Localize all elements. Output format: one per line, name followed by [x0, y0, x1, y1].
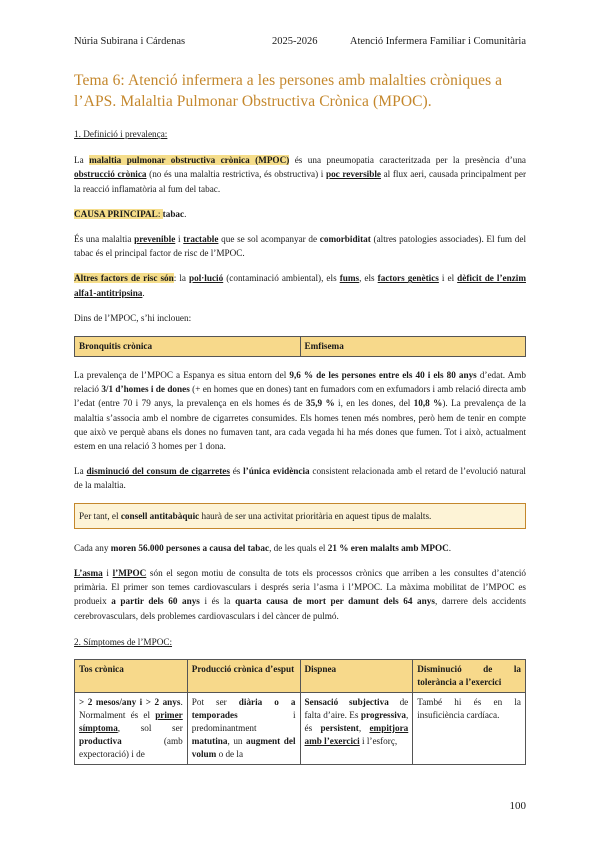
cell-tos — [75, 693, 188, 765]
paragraph-causa — [74, 207, 526, 221]
causa-value: tabac — [162, 208, 185, 219]
header-course: Atenció Infermera Familiar i Comunitària — [349, 36, 526, 47]
text: i el — [438, 273, 458, 284]
stat-dones: 10,8 % — [413, 398, 443, 409]
text: : — [157, 208, 163, 219]
term-mpoc-short: l’MPOC — [112, 568, 147, 579]
text: , — [358, 723, 370, 734]
term-poc-reversible: poc reversible — [325, 169, 381, 180]
text: augment del volum — [191, 736, 296, 760]
text: haurà de ser una activitat prioritària en aquest tipus de malalts. — [199, 510, 432, 521]
type-emfisema: Emfisema — [300, 337, 526, 357]
text: consistent relacionada amb el retard de l’evolució natural de la malaltia. — [74, 466, 526, 491]
term-tractable: tractable — [183, 234, 219, 245]
stat-homes: 35,9 % — [306, 398, 335, 409]
text: és — [229, 466, 244, 477]
text: persistent — [320, 723, 359, 734]
term-prevenible: prevenible — [134, 234, 176, 245]
text: , darrere dels accidents cerebrovasculars, dels problemes cardiovasculars i del càncer de pulmó. — [74, 596, 526, 621]
text: (+ en homes que en dones) tant en fumadors com en exfumadors i amb relació directa amb l’edat (entre 70 i 79 anys, la prevalença en els homes és de — [74, 384, 526, 409]
text: o de la — [216, 749, 244, 760]
paragraph-disminucio — [74, 464, 526, 492]
header-exercici: Disminució de la tolerància a l’exercici — [413, 660, 526, 693]
text: diària o a temporades — [191, 697, 296, 721]
text: primer símptoma — [79, 710, 183, 734]
text: , sol ser — [117, 723, 183, 734]
term-unica-evidencia: l’única evidència — [243, 466, 310, 477]
cell-exercici: També hi és en la insuficiència cardíaca. — [413, 693, 526, 765]
text: són el segon motiu de consulta de tots els processos crònics que arriben a les consultes d’atenció primària. El primer son temes cardiovasculars i després seria l’asma i l’MPOC. La màxima mobilitat de l’MPOC es produeix — [74, 568, 526, 607]
text: (contaminació ambiental), els — [223, 273, 340, 284]
section-heading-definition: 1. Definició i prevalença: — [74, 129, 168, 139]
text: > 2 mesos/any i > 2 anys — [79, 697, 181, 708]
main-content — [74, 127, 526, 765]
cell-dispnea — [300, 693, 413, 765]
section-heading-symptoms: 2. Símptomes de l’MPOC: — [74, 636, 173, 647]
text: . — [142, 287, 145, 298]
text: La prevalença de l’MPOC a Espanya es situa entorn del — [74, 370, 290, 381]
text: , els — [359, 273, 378, 284]
text: , un — [227, 736, 247, 747]
term-asma: L’asma — [74, 568, 103, 579]
text: i predominantment — [191, 710, 296, 734]
paragraph-inclouen: Dins de l’MPOC, s’hi inclouen: — [74, 312, 192, 323]
text: : la — [173, 273, 189, 284]
causa-label: CAUSA PRINCIPAL — [74, 208, 158, 219]
text: (altres patologies associades). El fum del tabac és el principal factor de risc de l’MPOC. — [74, 234, 526, 259]
text: productiva — [79, 736, 122, 747]
header-author: Núria Subirana i Cárdenas — [74, 36, 186, 47]
text: empitjora amb l’exercici — [304, 723, 409, 747]
header-dispnea: Dispnea — [300, 660, 413, 693]
paragraph-prevalenca — [74, 368, 526, 453]
text: al flux aeri, causada principalment per la reacció inflamatòria al fum del tabac. — [74, 169, 527, 194]
cell-esput — [187, 693, 300, 765]
stat-causa-mort: quarta causa de mort per damunt dels 64 anys — [235, 596, 435, 607]
paragraph-definition — [74, 153, 526, 196]
page-header — [74, 36, 526, 50]
symptoms-table — [74, 659, 526, 765]
text: Sensació subjectiva — [304, 697, 389, 708]
text: Per tant, el — [79, 510, 121, 521]
text: i — [102, 568, 113, 579]
text: que se sol acompanyar de — [218, 234, 320, 245]
term-fums: fums — [339, 273, 360, 284]
text: , és — [304, 710, 409, 734]
text: La — [74, 155, 90, 166]
stat-relacio: 3/1 d’homes i de dones — [101, 384, 190, 395]
text: i l’esforç, — [359, 736, 398, 747]
text: Cada any — [74, 542, 111, 553]
text: . — [448, 542, 452, 553]
text: , de les quals el — [269, 542, 328, 553]
text: La — [74, 466, 87, 477]
paragraph-prevenible — [74, 232, 526, 260]
paragraph-morts — [74, 541, 526, 555]
stat-mpoc: 21 % eren malalts amb MPOC — [327, 542, 449, 553]
term-consell-antitabaquic: consell antitabàquic — [120, 510, 200, 521]
text: i és la — [199, 596, 236, 607]
text: (amb expectoració) i de — [79, 736, 183, 760]
text: i — [175, 234, 184, 245]
term-alfa1-antitripsina: dèficit de l’enzim alfa1-antitripsina — [74, 273, 526, 298]
page-title: Tema 6: Atenció infermera a les persones amb malalties cròniques a l’APS. Malaltia Pulmonar Obstructiva Crònica (MPOC). — [74, 72, 503, 110]
symptoms-row — [75, 693, 526, 765]
mpoc-types-table — [74, 336, 526, 357]
term-obstruccio: obstrucció crònica — [74, 169, 147, 180]
term-pollucio: pol·lució — [188, 273, 224, 284]
page-number: 100 — [509, 800, 526, 812]
text: (no és una malaltia restrictiva, és obstructiva) i — [146, 169, 326, 180]
term-disminucio-consum: disminució del consum de cigarretes — [86, 466, 230, 477]
text: matutina — [191, 736, 228, 747]
text: de falta d’aire. Es — [304, 697, 409, 721]
text: . Normalment és el — [79, 697, 183, 721]
stat-prevalenca: 9,6 % de les persones entre els 40 i els 80 anys — [289, 370, 477, 381]
stat-morts: moren 56.000 persones a causa del tabac — [110, 542, 270, 553]
header-year: 2025-2026 — [272, 36, 318, 47]
header-esput: Producció crònica d’esput — [187, 660, 300, 693]
altres-factors-label: Altres factors de risc són — [74, 273, 174, 284]
text: és una pneumopatia caracteritzada per la presència d’una — [289, 155, 526, 166]
term-factors-genetics: factors genètics — [377, 273, 439, 284]
header-tos: Tos crònica — [75, 660, 188, 693]
callout-consell-antitabaquic — [74, 503, 526, 529]
symptoms-header-row — [75, 660, 526, 693]
text: d’edat. Amb relació — [74, 370, 526, 395]
paragraph-asma — [74, 566, 526, 623]
text: És una malaltia — [74, 234, 135, 245]
stat-edat: a partir dels 60 anys — [111, 596, 200, 607]
text: . — [184, 208, 187, 219]
text: Pot ser — [191, 697, 239, 708]
text: i, en les dones, del — [334, 398, 414, 409]
type-bronquitis: Bronquitis crònica — [75, 337, 301, 357]
text: ). La prevalença de la malaltia s’associa amb el nombre de cigarretes consumides. Els homes tenen més nombres, però hem de tenir en compte que això ve perquè abans els dones no fumaven tant, ara cada vegada hi ha més dones que fumen. Tot i això, actualment estem en una relació 3 homes per 1 dona. — [74, 398, 526, 452]
term-mpoc: malaltia pulmonar obstructiva crònica (MPOC) — [89, 155, 290, 166]
paragraph-altres-factors — [74, 271, 526, 299]
text: progressiva — [360, 710, 406, 721]
term-comorbiditat: comorbiditat — [319, 234, 371, 245]
